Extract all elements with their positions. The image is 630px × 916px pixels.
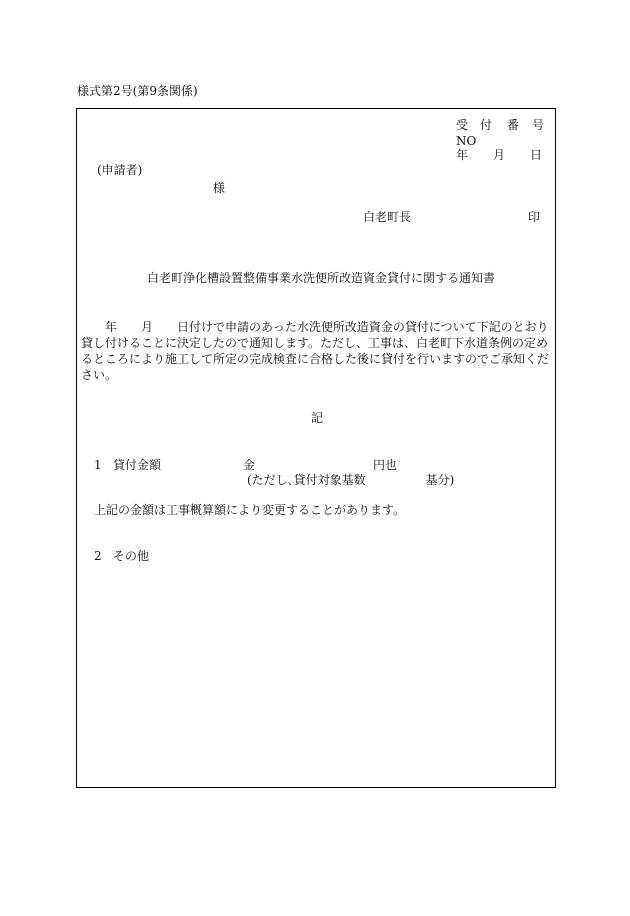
receipt-number-label bbox=[456, 118, 544, 134]
form-number-label: 様式第2号(第9条関係) bbox=[77, 84, 198, 98]
receipt-no-label: NO bbox=[456, 134, 477, 148]
yen-label: 円也 bbox=[373, 458, 398, 472]
other-label: その他 bbox=[113, 549, 150, 563]
receipt-char: 号 bbox=[532, 118, 545, 132]
honorific-sama: 様 bbox=[213, 181, 226, 195]
mayor-label: 白老町長 bbox=[363, 210, 412, 224]
date-day: 日 bbox=[530, 148, 543, 162]
date-month: 月 bbox=[493, 148, 506, 162]
loan-units-note: (ただし､貸付対象基数 基分) bbox=[247, 473, 455, 487]
receipt-char: 受 bbox=[456, 118, 469, 132]
item1-number: 1 bbox=[94, 458, 102, 472]
notice-body: 年 月 日付けで申請のあった水洗便所改造資金の貸付について下記のとおり貸し付けることに決定したので通知します。ただし、工事は、白老町下水道条例の定めるところにより施工して所定の完成検査に合格した後に貸付を行いますのでご承知ください。 bbox=[81, 320, 550, 382]
document-frame bbox=[76, 108, 556, 788]
amount-change-note: 上記の金額は工事概算額により変更することがあります。 bbox=[94, 503, 406, 517]
loan-amount-label: 貸付金額 bbox=[113, 458, 162, 472]
date-year: 年 bbox=[456, 148, 469, 162]
receipt-char: 付 bbox=[480, 118, 493, 132]
document-title: 白老町浄化槽設置整備事業水洗便所改造資金貸付に関する通知書 bbox=[147, 271, 496, 285]
seal-label: 印 bbox=[528, 210, 541, 224]
receipt-char: 番 bbox=[507, 118, 520, 132]
kin-label: 金 bbox=[243, 458, 256, 472]
item2-number: 2 bbox=[94, 549, 102, 563]
ki-heading: 記 bbox=[311, 411, 324, 425]
receipt-date-label bbox=[456, 148, 542, 164]
applicant-label: (申請者) bbox=[97, 163, 143, 177]
